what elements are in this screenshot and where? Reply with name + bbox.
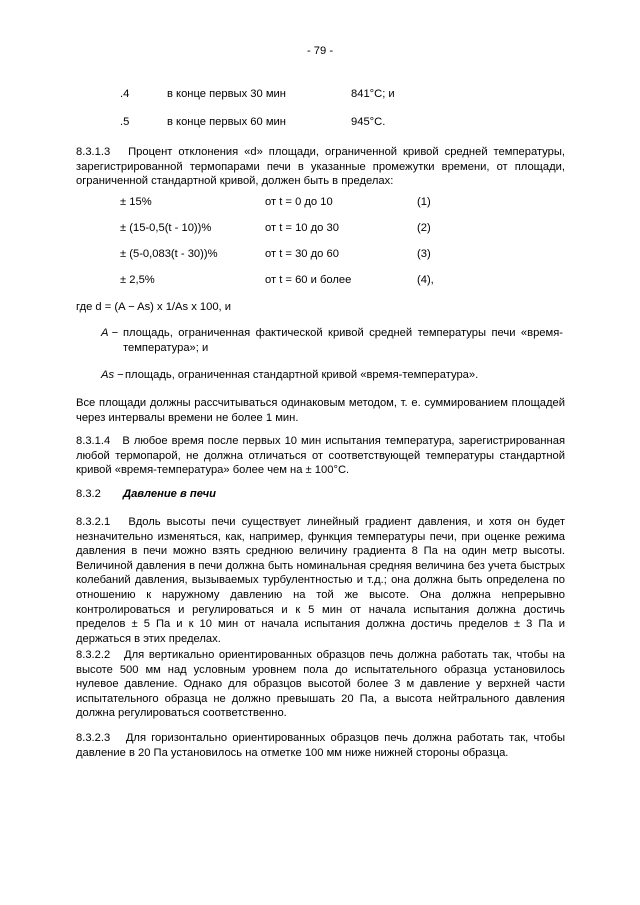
temp-row-value: 945°C. xyxy=(351,116,386,128)
deviation-range: от t = 10 до 30 xyxy=(265,222,339,234)
page-number: - 79 - xyxy=(306,45,334,57)
clause-number: 8.3.1.3 xyxy=(76,146,111,158)
paragraph-8-3-1-4 xyxy=(76,434,565,478)
temp-row-num: .5 xyxy=(120,116,130,128)
formula-line: где d = (A − As) x 1/As x 100, и xyxy=(76,301,232,313)
paragraph-8-3-1-3 xyxy=(76,145,565,189)
deviation-range: от t = 0 до 10 xyxy=(265,196,333,208)
clause-number: 8.3.1.4 xyxy=(76,435,111,447)
paragraph-8-3-2-3 xyxy=(76,731,565,760)
paragraph-8-3-2-2 xyxy=(76,648,565,721)
temp-row-value: 841°C; и xyxy=(351,88,395,100)
paragraph-all-areas: Все площади должны рассчитываться одинаковым методом, т. е. суммированием площадей через интервалы времени не более 1 мин. xyxy=(76,397,565,424)
definition-symbol: As xyxy=(101,369,115,381)
definition-dash: − xyxy=(111,327,119,339)
deviation-value: ± (15-0,5(t - 10))% xyxy=(120,222,212,234)
paragraph-8-3-2-1 xyxy=(76,515,565,646)
clause-text: Вдоль высоты печи существует линейный градиент давления, и хотя он будет незначительно изменяться, как, например, функция температуры печи, при оценке режима давления в печи можно взять среднюю величину градиента 8 Па на один метр высоты. Величиной давления в печи должна быть номинальная средняя величина без учета быстрых колебаний давления, вызываемых турбулентностью и т.д.; она должна быть определена по отношению к наружному давлению на той же высоте. Она должна непрерывно контролироваться и регулироваться и к 5 мин от начала испытания должна достичь пределов ± 5 Па и к 10 мин от начала испытания должна достичь пределов ± 3 Па и держаться в этих пределах. xyxy=(76,516,565,645)
clause-text: Для вертикально ориентированных образцов печь должна работать так, чтобы на высоте 500 мм над условным уровнем пола до испытательного образца установилось нулевое давление. Однако для образцов высотой более 3 м давление у верхней части испытательного образца не должно превышать 20 Па, а высота нейтрального давления должна регулироваться соответственно. xyxy=(76,649,566,720)
definition-text: площадь, ограниченная фактической кривой средней температуры печи «время-температура»; и xyxy=(123,327,563,354)
definition-text: площадь, ограниченная стандартной кривой «время-температура». xyxy=(125,369,479,381)
deviation-range: от t = 60 и более xyxy=(265,274,352,286)
equation-number: (4), xyxy=(417,274,434,286)
clause-number: 8.3.2.2 xyxy=(76,649,111,661)
temp-row-text: в конце первых 60 мин xyxy=(167,116,286,128)
clause-number: 8.3.2.1 xyxy=(76,516,111,528)
equation-number: (1) xyxy=(417,196,431,208)
deviation-value: ± (5-0,083(t - 30))% xyxy=(120,248,218,260)
clause-text: В любое время после первых 10 мин испытания температура, зарегистрированная любой термопарой, не должна отличаться от соответствующей температуры стандартной кривой «время-температура» более чем на ± 100°C. xyxy=(76,435,565,477)
deviation-range: от t = 30 до 60 xyxy=(265,248,339,260)
definition-symbol: A xyxy=(101,327,109,339)
temp-row-text: в конце первых 30 мин xyxy=(167,88,286,100)
equation-number: (2) xyxy=(417,222,431,234)
clause-text: Процент отклонения «d» площади, ограниченной кривой средней температуры, зарегистрированной термопарами печи в указанные промежутки времени, от площади, ограниченной стандартной кривой, должен быть в пределах: xyxy=(76,146,566,188)
section-number: 8.3.2 xyxy=(76,488,101,500)
deviation-value: ± 2,5% xyxy=(120,274,155,286)
temp-row-num: .4 xyxy=(120,88,130,100)
deviation-value: ± 15% xyxy=(120,196,152,208)
definition-dash: − xyxy=(117,369,124,381)
section-title: Давление в печи xyxy=(123,488,217,500)
clause-number: 8.3.2.3 xyxy=(76,732,111,744)
clause-text: Для горизонтально ориентированных образцов печь должна работать так, чтобы давление в 20 Па установилось на отметке 100 мм ниже нижней стороны образца. xyxy=(76,732,565,759)
equation-number: (3) xyxy=(417,248,431,260)
